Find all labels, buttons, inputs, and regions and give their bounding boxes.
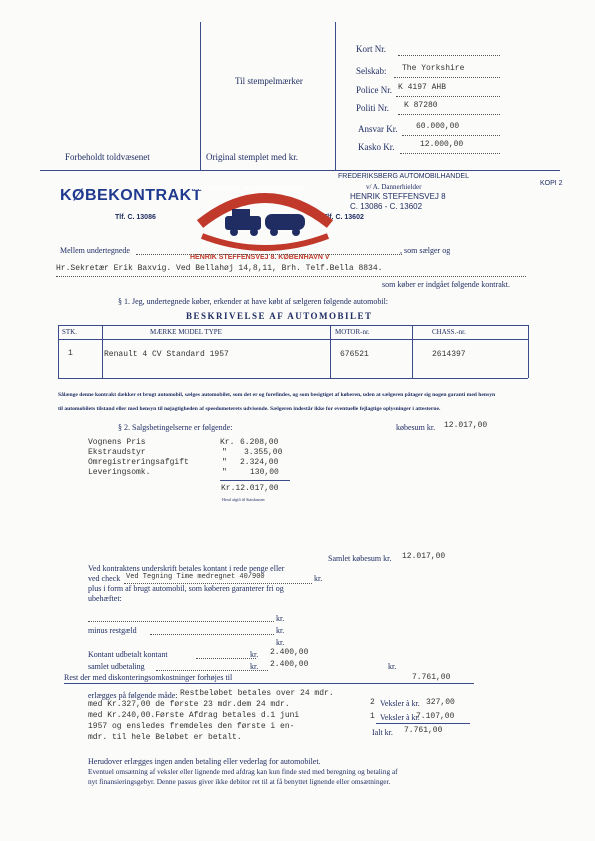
veksler-value-1: 7.107,00	[416, 712, 455, 721]
veksler-value-0: 327,00	[426, 698, 455, 707]
afdrag-line-2: med Kr.240,00.Første Afdrag betales d.1 juni	[88, 711, 300, 720]
payment-line-3: plus i form af brugt automobil, som køberen garanterer fri og	[88, 584, 284, 593]
line-item-2: Omregistreringsafgift	[88, 458, 189, 467]
minus-label: minus restgæld	[88, 626, 137, 635]
rest-kr: kr.	[388, 662, 397, 671]
samlet-value: 2.400,00	[270, 660, 309, 669]
total-value: 12.017,00	[402, 552, 446, 561]
veksler-label-0: Veksler à kr.	[380, 699, 420, 708]
warranty-text-2: til automobilets tilstand eller med hensyn til nøjagtigheden af speedometerets udvisende. Sælgeren indestår ikke for eventuelle fejlagtige oplysninger i attesterne.	[58, 406, 441, 412]
row-chass: 2614397	[432, 350, 466, 359]
kasko-label: Kasko Kr.	[358, 142, 395, 152]
footer-line-0: Herudover erlægges ingen anden betaling eller vederlag for automobilet.	[88, 757, 321, 766]
page-title: KØBEKONTRAKT	[60, 187, 202, 204]
kontant-kr: kr.	[250, 650, 259, 659]
phone-left: Tlf. C. 13086	[115, 214, 156, 221]
col-stk: STK.	[62, 328, 77, 336]
payment-line-4: ubehæftet:	[88, 594, 122, 603]
payment-line-1: Ved kontraktens underskrift betales kontant i rede penge eller	[88, 564, 285, 573]
seller-label: , som sælger og	[400, 246, 451, 255]
afdrag-line-1: med Kr.327,00 de første 23 mdr.dem 24 mdr.	[88, 700, 290, 709]
header-divider-right	[335, 22, 336, 170]
dealer-street: HENRIK STEFFENSVEJ 8	[350, 192, 446, 201]
dealer-owner: v/ A. Dannerhielder	[366, 183, 422, 191]
politi-label: Politi Nr.	[356, 103, 390, 113]
line-item-0: Vognens Pris	[88, 438, 146, 447]
ialt-label: Ialt kr.	[372, 728, 393, 737]
selskab-label: Selskab:	[356, 66, 387, 76]
line-item-1: Ekstraudstyr	[88, 448, 146, 457]
phone-right: Tlf. C. 13602	[323, 214, 364, 221]
kr-3: kr.	[276, 638, 285, 647]
buyer-label: som køber er indgået følgende kontrakt.	[382, 280, 510, 289]
copy-label: KOPI 2	[540, 180, 563, 187]
kasko-value: 12.000,00	[420, 140, 464, 149]
car-table-heading: BESKRIVELSE AF AUTOMOBILET	[186, 311, 373, 321]
col-chass: CHASS.-nr.	[432, 328, 466, 336]
line-cur-0: Kr.	[220, 438, 235, 447]
veksler-count-1: 1	[370, 712, 375, 721]
customs-reserved-label: Forbeholdt toldvæsenet	[65, 152, 150, 162]
veksler-label-1: Veksler à kr.	[380, 713, 420, 722]
afdrag-line-3: 1957 og ensledes fremdeles den første i en-	[88, 722, 295, 731]
row-stk: 1	[68, 349, 73, 358]
selskab-value: The Yorkshire	[402, 64, 465, 73]
section2-total: Kr.12.017,00	[221, 484, 279, 493]
line-cur-2: "	[222, 458, 227, 467]
price-label: købesum kr.	[396, 423, 436, 432]
line-amount-3: 130,00	[250, 468, 279, 477]
afdrag-line-4: mdr. til hele Beløbet er betalt.	[88, 733, 242, 742]
section2-small-note: Heraf afgift til Statskassen	[222, 497, 265, 502]
line-amount-2: 2.324,00	[240, 458, 279, 467]
payment-check-value: Ved Tegning Time medregnet 40/900	[126, 573, 265, 581]
samlet-label: samlet udbetaling	[88, 662, 145, 671]
logo-text: FREDERIKSBERG AUTOMOBILHANDEL	[186, 186, 307, 192]
payment-check-kr: kr.	[314, 574, 323, 583]
price-value: 12.017,00	[444, 421, 488, 430]
dealer-name: FREDERIKSBERG AUTOMOBILHANDEL	[338, 173, 469, 180]
line-amount-1: 3.355,00	[244, 448, 283, 457]
afdrag-label: erlægges på følgende måde:	[88, 691, 178, 700]
row-motor: 676521	[340, 350, 369, 359]
kr-2: kr.	[276, 626, 285, 635]
police-value: K 4197 AHB	[398, 83, 447, 92]
ansvar-value: 60.000,00	[416, 122, 460, 131]
line-cur-3: "	[222, 468, 227, 477]
line-amount-0: 6.208,00	[240, 438, 279, 447]
header-bottom-line	[40, 170, 560, 171]
row-model: Renault 4 CV Standard 1957	[104, 350, 229, 359]
logo-address: HENRIK STEFFENSVEJ 8. KØBENHAVN V	[190, 254, 330, 261]
buyer-value: Hr.Sekretær Erik Baxvig. Ved Bellahøj 14,8,11, Brh. Telf.Bella 8834.	[56, 264, 383, 273]
payment-check-label: ved check	[88, 574, 121, 583]
samlet-kr: kr.	[250, 662, 259, 671]
line-item-3: Leveringsomk.	[88, 468, 151, 477]
stamp-area-label: Til stempelmærker	[235, 76, 303, 86]
ialt-value: 7.761,00	[404, 726, 443, 735]
line-cur-1: "	[222, 448, 227, 457]
ansvar-label: Ansvar Kr.	[358, 124, 398, 134]
total-label: Samlet købesum kr.	[328, 554, 392, 563]
kort-label: Kort Nr.	[356, 44, 386, 54]
section1-text: § 1. Jeg, undertegnede køber, erkender at have købt af sælgeren følgende automobil:	[118, 297, 389, 306]
rest-label: Rest der med diskonteringsomkostninger forhøjes til	[64, 673, 233, 682]
kontant-value: 2.400,00	[270, 648, 309, 657]
police-label: Police Nr.	[356, 85, 392, 95]
col-model: MÆRKE MODEL TYPE	[150, 328, 222, 336]
rest-value: 7.761,00	[412, 673, 451, 682]
header-divider-left	[200, 22, 201, 170]
afdrag-line-0: Restbeløbet betales over 24 mdr.	[180, 689, 334, 698]
footer-line-1: Eventuel omsætning af veksler eller lignende med afdrag kan kun finde sted med beregning og betaling af	[88, 767, 398, 776]
kontant-label: Kontant udbetalt kontant	[88, 650, 168, 659]
col-motor: MOTOR-nr.	[335, 328, 370, 336]
dealer-phones: C. 13086 - C. 13602	[350, 202, 423, 211]
veksler-count-0: 2	[370, 698, 375, 707]
kr-1: kr.	[276, 614, 285, 623]
between-label: Mellem undertegnede	[60, 246, 130, 255]
section2-label: § 2. Salgsbetingelserne er følgende:	[118, 423, 233, 432]
warranty-text-1: Sålænge denne kontrakt dækker et brugt automobil, sælges automobilet, som det er og forefindes, og som besigtiget af køberen, uden at sælgeren påtager sig nogen garanti med hensyn	[58, 392, 496, 398]
footer-line-2: nyt finansieringsgebyr. Denne passus giver ikke debitor ret til at få benyttet lignende eller omsætninger.	[88, 777, 391, 786]
original-stamped-label: Original stemplet med kr.	[206, 152, 298, 162]
politi-value: K 87280	[404, 101, 438, 110]
